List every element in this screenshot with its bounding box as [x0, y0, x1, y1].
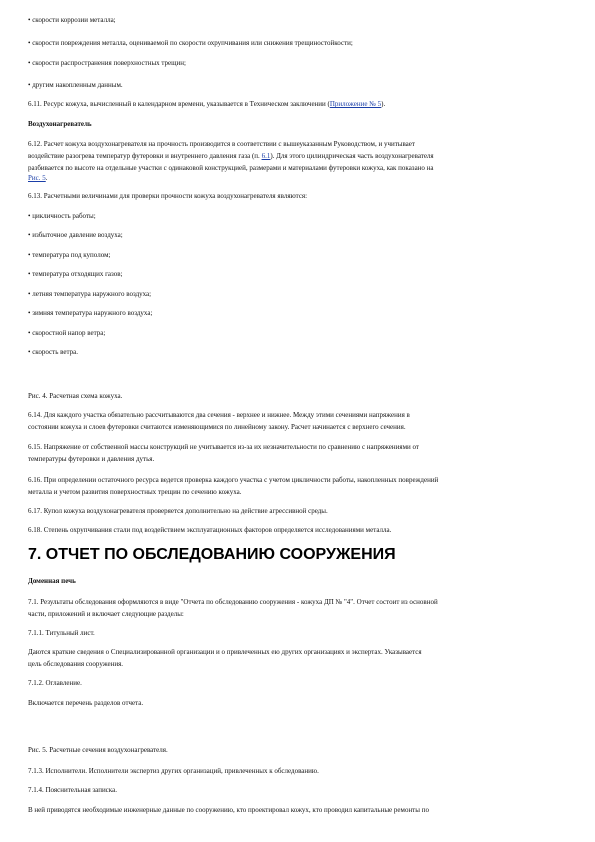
item-7-1-4-explanatory-note: 7.1.4. Пояснительная записка.	[28, 786, 117, 794]
item-7-1-2-contents: 7.1.2. Оглавление.	[28, 679, 82, 687]
bullet-winter-temperature: • зимняя температура наружного воздуха;	[28, 309, 153, 317]
section-heading-air-heater: Воздухонагреватель	[28, 120, 92, 128]
figure-5-link[interactable]: Рис. 5	[28, 174, 46, 182]
paragraph-6-11-end: ).	[381, 100, 386, 108]
paragraph-6-15-line-2: температуры футеровки и давления дутья.	[28, 455, 155, 463]
appendix-5-link[interactable]: Приложение № 5	[329, 100, 382, 108]
contents-description: Включается перечень разделов отчета.	[28, 699, 144, 707]
bullet-corrosion-rate: • скорости коррозии металла;	[28, 16, 116, 24]
paragraph-6-12-text: воздействие разогрева температур футеровки и внутреннего давления газа (п.	[28, 152, 262, 160]
section-heading-7: 7. ОТЧЕТ ПО ОБСЛЕДОВАНИЮ СООРУЖЕНИЯ	[28, 546, 396, 563]
section-heading-blast-furnace: Доменная печь	[28, 577, 76, 585]
paragraph-6-12-line-3: разбивается по высоте на отдельные участки с одинаковой конструкцией, размерами и материалами футеровки кожуха, как показано на	[28, 164, 434, 172]
paragraph-6-16-line-1: 6.16. При определении остаточного ресурса ведется проверка каждого участка с учетом цикличности работы, накопленных повреждений	[28, 476, 439, 484]
paragraph-6-13: 6.13. Расчетными величинами для проверки прочности кожуха воздухонагревателя являются:	[28, 192, 308, 200]
paragraph-6-12-cont: ). Для этого цилиндрическая часть воздухонагревателя	[270, 152, 434, 160]
figure-4-caption: Рис. 4. Расчетная схема кожуха.	[28, 392, 123, 400]
paragraph-6-12-line-4	[28, 172, 560, 184]
bullet-other-data: • другим накопленным данным.	[28, 81, 123, 89]
paragraph-6-17: 6.17. Купол кожуха воздухонагревателя проверяется дополнительно на действие агрессивной среды.	[28, 507, 328, 515]
paragraph-6-14-line-2: состоянии кожуха и слоев футеровки считаются изменяющимися по линейному закону. Расчет начинается с верхнего сечения.	[28, 423, 406, 431]
bullet-wind-pressure: • скоростной напор ветра;	[28, 329, 106, 337]
bullet-flue-gas-temperature: • температура отходящих газов;	[28, 270, 123, 278]
item-7-1-1-title-page: 7.1.1. Титульный лист.	[28, 629, 95, 637]
paragraph-6-12-line-1: 6.12. Расчет кожуха воздухонагревателя на прочность производится в соответствии с вышеуказанным Руководством, и учитывает	[28, 140, 415, 148]
paragraph-6-11	[28, 98, 560, 110]
paragraph-6-12-end: .	[45, 174, 48, 182]
bullet-summer-temperature: • летняя температура наружного воздуха;	[28, 290, 152, 298]
figure-5-caption: Рис. 5. Расчетные сечения воздухонагревателя.	[28, 746, 168, 754]
bullet-damage-rate: • скорости повреждения металла, оцениваемой по скорости охрупчивания или снижения трещиностойкости;	[28, 39, 353, 47]
paragraph-6-15-line-1: 6.15. Напряжение от собственной массы конструкций не учитывается из-за их незначительности по сравнению с напряжениями от	[28, 443, 419, 451]
bullet-wind-speed: • скорость ветра.	[28, 348, 79, 356]
title-page-description-line-1: Даются краткие сведения о Специализированной организации и о привлеченных ею других организациях и экспертах. Указывается	[28, 648, 422, 656]
paragraph-7-1-line-1: 7.1. Результаты обследования оформляются в виде "Отчета по обследованию сооружения - кожуха ДП № "4". Отчет состоит из основной	[28, 598, 438, 606]
clause-6-1-link[interactable]: 6.1	[261, 152, 271, 160]
title-page-description-line-2: цель обследования сооружения.	[28, 660, 124, 668]
paragraph-6-18: 6.18. Степень охрупчивания стали под воздействием эксплуатационных факторов определяется исследованиями металла.	[28, 526, 392, 534]
paragraph-6-14-line-1: 6.14. Для каждого участка обязательно рассчитываются два сечения - верхнее и нижнее. Между этими сечениями напряжения в	[28, 411, 410, 419]
paragraph-6-16-line-2: металла и учетом развития поверхностных трещин по сечению кожуха.	[28, 488, 242, 496]
bullet-excess-pressure: • избыточное давление воздуха;	[28, 231, 123, 239]
bullet-dome-temperature: • температура под куполом;	[28, 251, 111, 259]
bullet-crack-rate: • скорости распространения поверхностных трещин;	[28, 59, 186, 67]
bullet-cyclicity: • цикличность работы;	[28, 212, 96, 220]
paragraph-7-1-line-2: части, приложений и включает следующие разделы:	[28, 610, 184, 618]
item-7-1-3-executors: 7.1.3. Исполнители. Исполнители экспертиз других организаций, привлеченных к обследованию.	[28, 767, 319, 775]
explanatory-note-description: В ней приводятся необходимые инженерные данные по сооружению, кто проектировал кожух, кто проводил капитальные ремонты по	[28, 806, 429, 814]
paragraph-6-11-text: 6.11. Ресурс кожуха, вычисленный в календарном времени, указывается в Техническом заключении (	[28, 100, 330, 108]
paragraph-6-12-line-2	[28, 150, 560, 162]
